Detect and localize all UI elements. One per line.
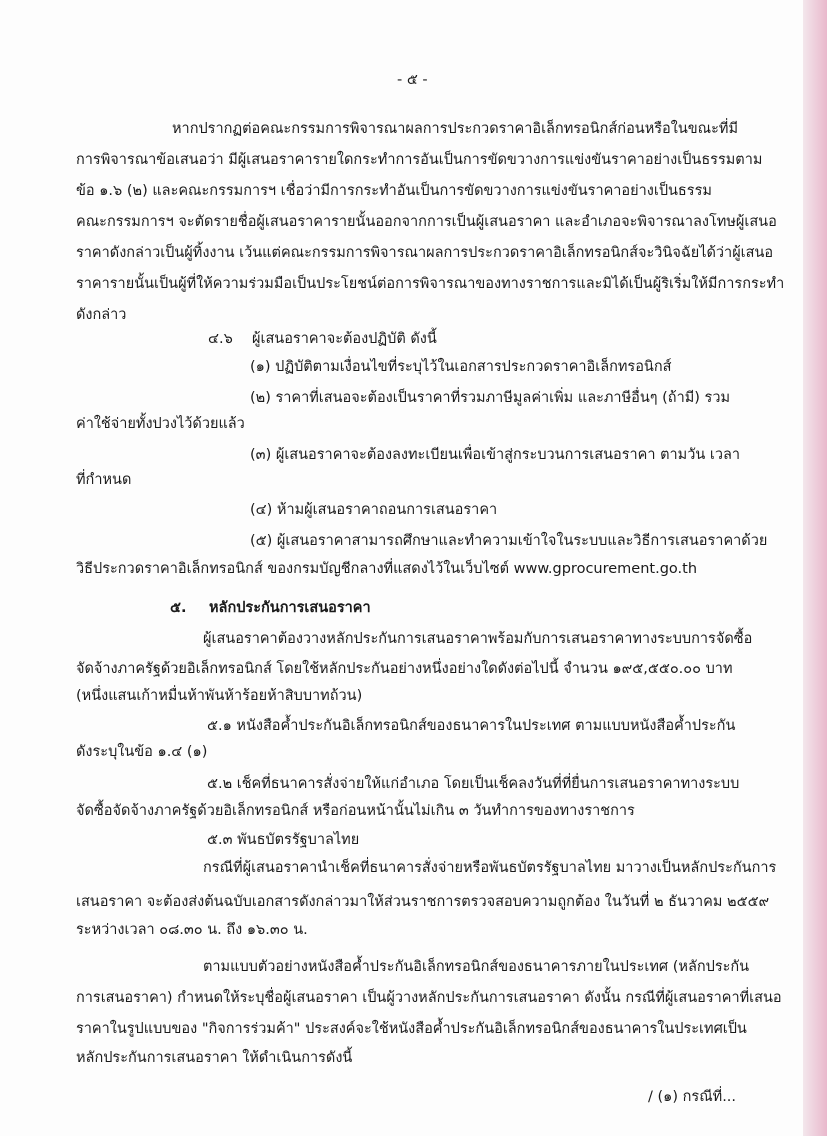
paragraph-line: หากปรากฏต่อคณะกรรมการพิจารณาผลการประกวดราคาอิเล็กทรอนิกส์ก่อนหรือในขณะที่มี [172,121,739,137]
paragraph-line: ข้อ ๑.๖ (๒) และคณะกรรมการฯ เชื่อว่ามีการกระทำอันเป็นการขัดขวางการแข่งขันราคาอย่างเป็นธรรม [76,183,712,199]
section-number: ๕. [170,600,187,616]
paragraph-line: ดังกล่าว [76,307,127,323]
section-number: ๔.๖ [208,331,233,347]
paragraph-line: ผู้เสนอราคาต้องวางหลักประกันการเสนอราคาพร้อมกับการเสนอราคาทางระบบการจัดซื้อ [203,631,753,647]
subsection-continuation: ดังระบุในข้อ ๑.๔ (๑) [76,744,208,760]
list-item-continuation: วิธีประกวดราคาอิเล็กทรอนิกส์ ของกรมบัญชีกลางที่แสดงไว้ในเว็บไซต์ www.gprocurement.go.th [76,561,698,577]
paragraph-line: กรณีที่ผู้เสนอราคานำเช็คที่ธนาคารสั่งจ่ายหรือพันธบัตรรัฐบาลไทย มาวางเป็นหลักประกันการ [203,860,777,876]
list-item: (๔) ห้ามผู้เสนอราคาถอนการเสนอราคา [250,502,498,518]
list-item-continuation: ค่าใช้จ่ายทั้งปวงไว้ด้วยแล้ว [76,416,245,432]
paragraph-line: ตามแบบตัวอย่างหนังสือค้ำประกันอิเล็กทรอนิกส์ของธนาคารภายในประเทศ (หลักประกัน [203,959,750,975]
list-item: (๒) ราคาที่เสนอจะต้องเป็นราคาที่รวมภาษีมูลค่าเพิ่ม และภาษีอื่นๆ (ถ้ามี) รวม [250,390,731,406]
list-item: (๑) ปฏิบัติตามเงื่อนไขที่ระบุไว้ในเอกสารประกวดราคาอิเล็กทรอนิกส์ [250,359,672,375]
list-item: (๕) ผู้เสนอราคาสามารถศึกษาและทำความเข้าใจในระบบและวิธีการเสนอราคาด้วย [250,533,768,549]
paragraph-line: จัดจ้างภาครัฐด้วยอิเล็กทรอนิกส์ โดยใช้หลักประกันอย่างหนึ่งอย่างใดดังต่อไปนี้ จำนวน ๑๙๕,๕๕๐.๐๐ บาท [76,661,733,677]
paragraph-line: หลักประกันการเสนอราคา ให้ดำเนินการดังนี้ [76,1050,353,1066]
subsection-item: ๕.๑ หนังสือค้ำประกันอิเล็กทรอนิกส์ของธนาคารในประเทศ ตามแบบหนังสือค้ำประกัน [207,718,736,734]
paragraph-line: ระหว่างเวลา ๐๘.๓๐ น. ถึง ๑๖.๓๐ น. [76,922,308,938]
paragraph-line: ราคาในรูปแบบของ "กิจการร่วมค้า" ประสงค์จะใช้หนังสือค้ำประกันอิเล็กทรอนิกส์ของธนาคารในประเทศเป็น [76,1021,747,1037]
subsection-item: ๕.๓ พันธบัตรรัฐบาลไทย [207,832,360,848]
subsection-item: ๕.๒ เช็คที่ธนาคารสั่งจ่ายให้แก่อำเภอ โดยเป็นเช็คลงวันที่ที่ยื่นการเสนอราคาทางระบบ [207,776,740,792]
paragraph-line: ราคาดังกล่าวเป็นผู้ทิ้งงาน เว้นแต่คณะกรรมการพิจารณาผลการประกวดราคาอิเล็กทรอนิกส์จะวินิจฉัยได้ว่าผู้เสนอ [76,245,774,261]
list-item: (๓) ผู้เสนอราคาจะต้องลงทะเบียนเพื่อเข้าสู่กระบวนการเสนอราคา ตามวัน เวลา [250,447,741,463]
continuation-note: / (๑) กรณีที่... [648,1089,737,1105]
paragraph-line: (หนึ่งแสนเก้าหมื่นห้าพันห้าร้อยห้าสิบบาทถ้วน) [76,688,363,704]
background-edge [803,0,827,1136]
paragraph-line: ราคารายนั้นเป็นผู้ที่ให้ความร่วมมือเป็นประโยชน์ต่อการพิจารณาของทางราชการและมิได้เป็นผู้ริเริ่มให้มีการกระทำ [76,276,785,292]
paragraph-line: เสนอราคา จะต้องส่งต้นฉบับเอกสารดังกล่าวมาให้ส่วนราชการตรวจสอบความถูกต้อง ในวันที่ ๒ ธันวาคม ๒๕๕๙ [76,894,770,910]
paragraph-line: การพิจารณาข้อเสนอว่า มีผู้เสนอราคารายใดกระทำการอันเป็นการขัดขวางการแข่งขันราคาอย่างเป็นธรรมตาม [76,152,763,168]
paragraph-line: การเสนอราคา) กำหนดให้ระบุชื่อผู้เสนอราคา เป็นผู้วางหลักประกันการเสนอราคา ดังนั้น กรณีที่ผู้เสนอราคาที่เสนอ [76,990,782,1006]
section-heading: หลักประกันการเสนอราคา [209,600,371,616]
page-number: - ๕ - [397,72,428,88]
list-item-continuation: ที่กำหนด [76,472,132,488]
section-heading: ผู้เสนอราคาจะต้องปฏิบัติ ดังนี้ [252,331,437,347]
paragraph-line: คณะกรรมการฯ จะตัดรายชื่อผู้เสนอราคารายนั้นออกจากการเป็นผู้เสนอราคา และอำเภอจะพิจารณาลงโทษผู้เสนอ [76,214,777,230]
subsection-continuation: จัดซื้อจัดจ้างภาครัฐด้วยอิเล็กทรอนิกส์ หรือก่อนหน้านั้นไม่เกิน ๓ วันทำการของทางราชการ [76,803,635,819]
